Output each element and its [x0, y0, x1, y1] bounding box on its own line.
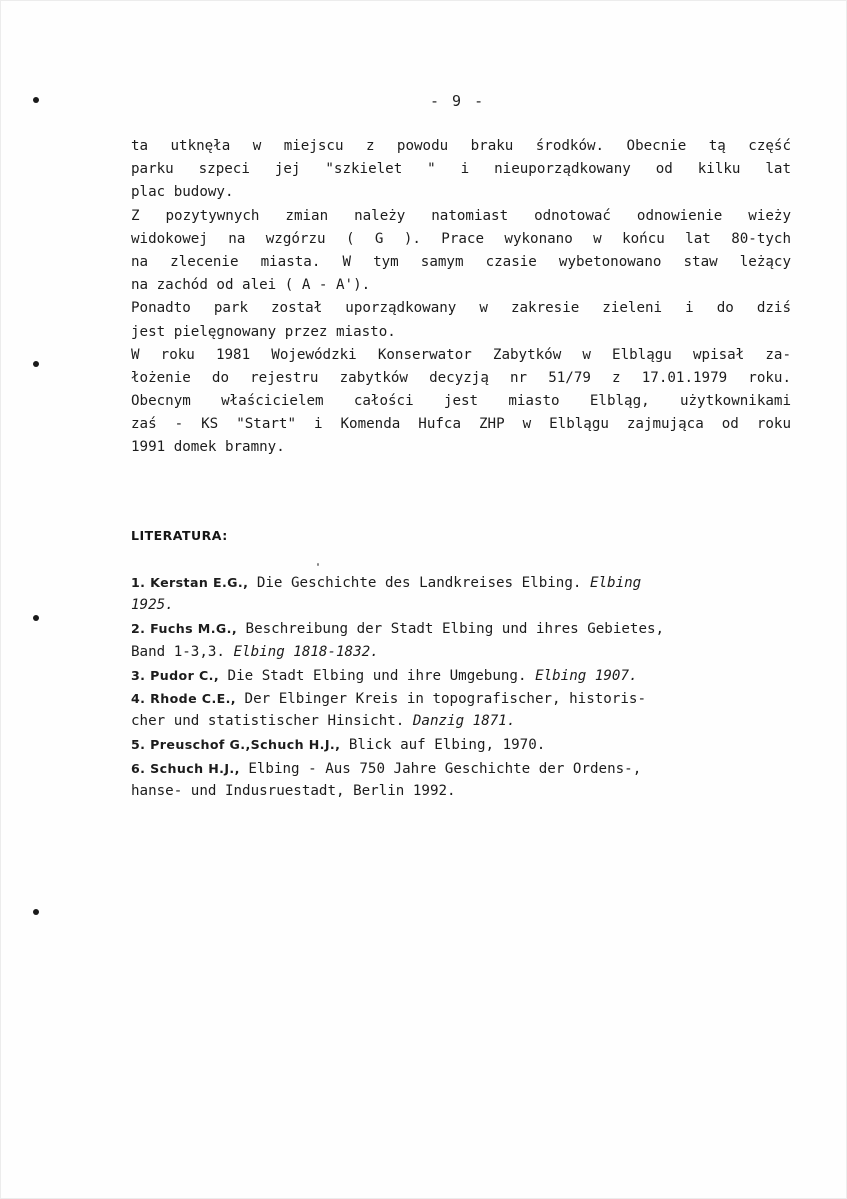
literature-place-year: Elbing — [589, 575, 642, 591]
literature-place-year: Danzig 1871. — [412, 713, 516, 730]
text-line: ta utknęła w miejscu z powodu braku środków. Obecnie tą część — [131, 138, 791, 154]
text-line: łożenie do rejestru zabytków decyzją nr 51/79 z 17.01.1979 roku. — [131, 369, 791, 386]
page-number: - 9 - — [430, 92, 486, 110]
text-line: parku szpeci jej "szkielet " i nieuporządkowany od kilku lat — [131, 161, 791, 178]
literature-author: Pudor C., — [150, 667, 220, 683]
binder-hole-mark — [33, 361, 39, 367]
literature-author: Rhode C.E., — [150, 690, 236, 706]
literature-number: 1. — [131, 575, 151, 590]
literature-title: Beschreibung der Stadt Elbing und ihres Gebietes, — [237, 621, 665, 638]
body-paragraph — [131, 135, 791, 460]
literature-number: 3. — [131, 667, 151, 683]
text-line: zaś - KS "Start" i Komenda Hufca ZHP w Elblągu zajmująca od roku — [131, 416, 791, 433]
text-line: jest pielęgnowany przez miasto. — [131, 323, 396, 340]
literature-number: 2. — [131, 621, 151, 637]
literature-item — [131, 687, 791, 710]
text-line: plac budowy. — [131, 184, 234, 201]
text-line: 1991 domek bramny. — [131, 439, 285, 456]
literature-title: Die Stadt Elbing und ihre Umgebung. — [219, 667, 536, 684]
literature-author: Kerstan E.G., — [150, 575, 249, 590]
literature-number: 6. — [131, 760, 151, 776]
binder-hole-mark — [33, 615, 39, 621]
literature-continuation-text: hanse- und Indusruestadt, Berlin 1992. — [131, 782, 456, 799]
literature-item-continuation — [131, 780, 791, 803]
literature-item-continuation — [131, 710, 791, 733]
literature-item — [131, 617, 791, 640]
literature-place-year: 1925. — [131, 597, 174, 614]
literature-item-continuation — [131, 594, 791, 617]
literature-continuation-text: Band 1-3,3. — [131, 643, 234, 660]
binder-hole-mark — [33, 909, 39, 915]
literature-title: Blick auf Elbing, 1970. — [340, 737, 546, 754]
literature-list — [131, 571, 791, 803]
literature-number: 5. — [131, 737, 151, 753]
text-line: Obecnym właścicielem całości jest miasto Elbląg, użytkownikami — [131, 393, 791, 410]
literature-item — [131, 571, 791, 594]
literature-place-year: Elbing 1907. — [535, 667, 638, 684]
literature-continuation-text: cher und statistischer Hinsicht. — [131, 713, 413, 730]
literature-heading: LITERATURA: — [131, 528, 228, 543]
text-line: Ponadto park został uporządkowany w zakresie zieleni i do dziś — [131, 300, 791, 317]
literature-item-continuation — [131, 641, 791, 664]
literature-title: Die Geschichte des Landkreises Elbing. — [248, 575, 590, 591]
literature-author: Fuchs M.G., — [150, 621, 238, 637]
binder-hole-mark — [33, 97, 39, 103]
literature-title: Der Elbinger Kreis in topografischer, historis- — [236, 690, 646, 707]
text-line: W roku 1981 Wojewódzki Konserwator Zabytków w Elblągu wpisał za- — [131, 346, 791, 363]
literature-author: Schuch H.J., — [150, 760, 240, 776]
text-line: widokowej na wzgórzu ( G ). Prace wykonano w końcu lat 80-tych — [131, 230, 791, 247]
literature-place-year: Elbing 1818-1832. — [233, 643, 379, 660]
text-line: na zachód od alei ( A - A'). — [131, 277, 371, 294]
text-line: na zlecenie miasta. W tym samym czasie wybetonowano staw leżący — [131, 253, 791, 270]
literature-item — [131, 733, 791, 756]
literature-author: Preuschof G.,Schuch H.J., — [150, 737, 341, 753]
literature-item — [131, 757, 791, 780]
text-line: Z pozytywnych zmian należy natomiast odnotować odnowienie wieży — [131, 207, 791, 224]
literature-number: 4. — [131, 690, 151, 706]
literature-item — [131, 664, 791, 687]
literature-title: Elbing - Aus 750 Jahre Geschichte der Ordens-, — [239, 760, 642, 777]
scan-speck — [317, 563, 319, 566]
